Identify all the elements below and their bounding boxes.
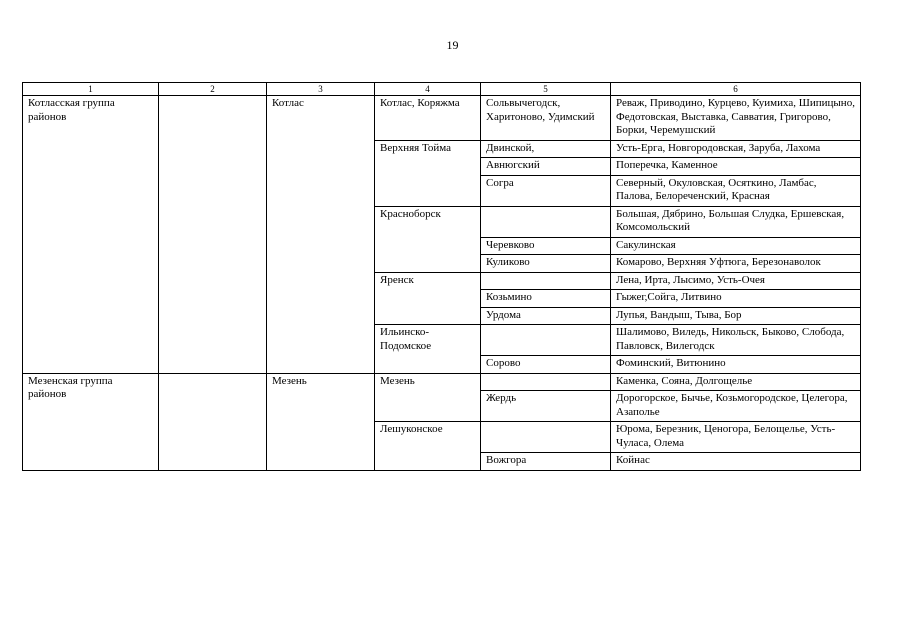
settlement-cell <box>481 373 611 391</box>
settlement-cell: Урдома <box>481 307 611 325</box>
localities-cell: Юрома, Березник, Ценогора, Белощелье, Усть-Чуласа, Олема <box>611 422 861 453</box>
settlement-cell <box>481 272 611 290</box>
header-cell-4: 4 <box>375 83 481 96</box>
settlement-cell: Козьмино <box>481 290 611 308</box>
localities-cell: Лена, Ирта, Лысимо, Усть-Очея <box>611 272 861 290</box>
settlement-cell: Черевково <box>481 237 611 255</box>
header-cell-6: 6 <box>611 83 861 96</box>
localities-cell: Шалимово, Виледь, Никольск, Быково, Слобода, Павловск, Вилегодск <box>611 325 861 356</box>
col2-cell <box>159 373 267 470</box>
localities-cell: Реваж, Приводино, Курцево, Куимиха, Шипицыно, Федотовская, Выставка, Савватия, Григорово, Борки, Черемушский <box>611 96 861 141</box>
page-number: 19 <box>446 38 459 52</box>
localities-cell: Гыжег,Сойга, Литвино <box>611 290 861 308</box>
settlement-cell <box>481 206 611 237</box>
district-cell: Верхняя Тойма <box>375 140 481 206</box>
settlement-cell <box>481 325 611 356</box>
settlement-cell: Авнюгский <box>481 158 611 176</box>
header-cell-1: 1 <box>23 83 159 96</box>
settlement-cell: Жердь <box>481 391 611 422</box>
header-cell-2: 2 <box>159 83 267 96</box>
localities-cell: Сакулинская <box>611 237 861 255</box>
header-cell-5: 5 <box>481 83 611 96</box>
localities-cell: Дорогорское, Бычье, Козьмогородское, Целегора, Азаполье <box>611 391 861 422</box>
group-name-cell: Мезенская группа районов <box>23 373 159 470</box>
localities-cell: Усть-Ерга, Новгородовская, Заруба, Лахома <box>611 140 861 158</box>
header-row <box>23 83 861 96</box>
group-name-cell: Котласская группа районов <box>23 96 159 374</box>
table-row <box>23 96 861 141</box>
center-cell: Котлас <box>267 96 375 374</box>
localities-cell: Фоминский, Витюнино <box>611 356 861 374</box>
district-cell: Красноборск <box>375 206 481 272</box>
localities-cell: Северный, Окуловская, Осяткино, Ламбас, Палова, Белореченский, Красная <box>611 175 861 206</box>
localities-cell: Комарово, Верхняя Уфтюга, Березонаволок <box>611 255 861 273</box>
col2-cell <box>159 96 267 374</box>
table-row <box>23 373 861 391</box>
localities-cell: Поперечка, Каменное <box>611 158 861 176</box>
localities-cell: Койнас <box>611 453 861 471</box>
localities-cell: Каменка, Сояна, Долгощелье <box>611 373 861 391</box>
settlement-cell: Сольвычегодск, Харитоново, Удимский <box>481 96 611 141</box>
district-cell: Мезень <box>375 373 481 422</box>
settlement-cell <box>481 422 611 453</box>
localities-cell: Лупья, Вандыш, Тыва, Бор <box>611 307 861 325</box>
center-cell: Мезень <box>267 373 375 470</box>
district-cell: Котлас, Коряжма <box>375 96 481 141</box>
district-cell: Лешуконское <box>375 422 481 471</box>
district-cell: Яренск <box>375 272 481 325</box>
settlement-cell: Куликово <box>481 255 611 273</box>
settlement-cell: Вожгора <box>481 453 611 471</box>
settlement-cell: Согра <box>481 175 611 206</box>
districts-table <box>22 82 861 471</box>
district-cell: Ильинско-Подомское <box>375 325 481 374</box>
settlement-cell: Двинской, <box>481 140 611 158</box>
header-cell-3: 3 <box>267 83 375 96</box>
settlement-cell: Сорово <box>481 356 611 374</box>
localities-cell: Большая, Дябрино, Большая Слудка, Ершевская, Комсомольский <box>611 206 861 237</box>
